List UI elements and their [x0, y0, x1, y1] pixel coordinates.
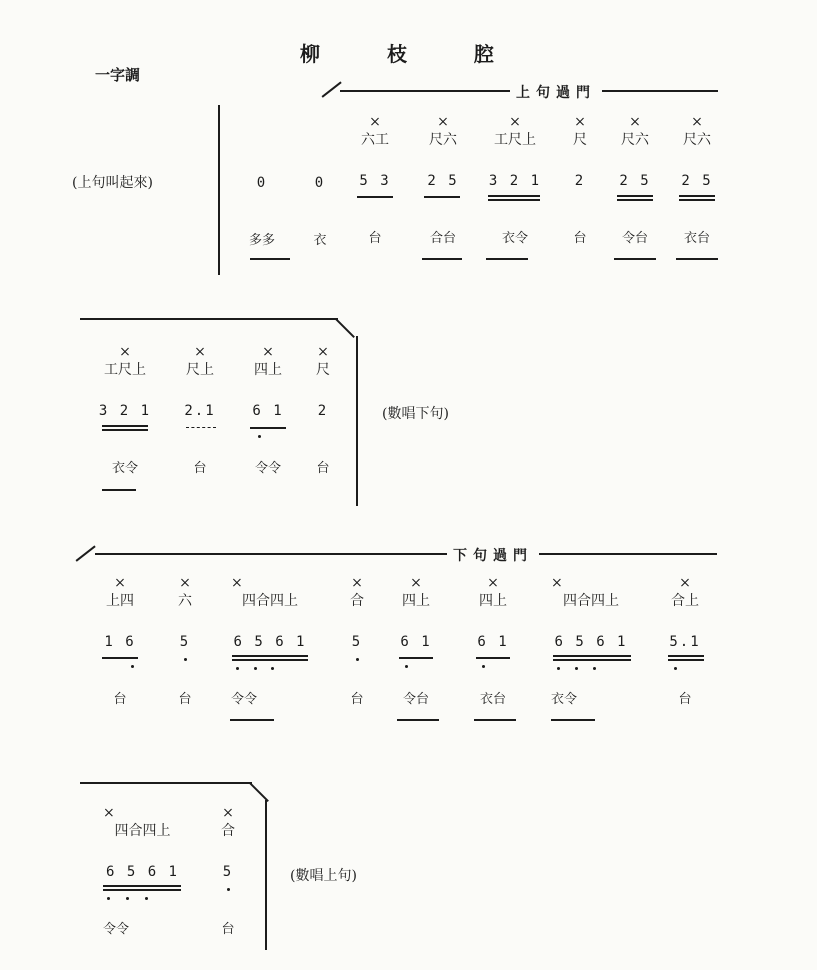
numeral: 2.1	[184, 403, 216, 419]
numeral: 6 5 6 1	[233, 634, 307, 650]
underline	[102, 489, 136, 491]
gongche-text: 四合四上	[242, 593, 298, 609]
percussion: 令台	[621, 231, 648, 246]
row2-corner	[335, 318, 354, 337]
numeral: 6 5 6 1	[554, 634, 628, 650]
cross-mark: ×	[114, 575, 126, 591]
cell-r1-0	[247, 115, 277, 248]
low-octave-dot	[557, 667, 560, 670]
low-octave-dot	[575, 667, 578, 670]
low-octave-dot	[184, 658, 187, 661]
numeral: 5.1	[669, 634, 701, 650]
low-octave-dot	[254, 667, 257, 670]
row2-barline	[356, 336, 358, 506]
underline	[186, 427, 216, 430]
underline	[102, 425, 148, 427]
cross-mark: ×	[119, 344, 131, 360]
percussion: 台	[221, 922, 235, 937]
gongche-text: 尺六	[621, 132, 649, 148]
low-octave-dot	[236, 667, 239, 670]
underline	[617, 199, 653, 201]
underline	[102, 657, 138, 659]
percussion: 衣	[313, 233, 327, 248]
percussion: 台	[368, 231, 382, 246]
lower-bracket-slash	[76, 545, 96, 561]
percussion: 衣令	[551, 692, 578, 707]
cell-r3-4	[393, 576, 439, 707]
numeral: 3 2 1	[98, 403, 152, 419]
row4-side-label: (數唱上句)	[290, 868, 357, 884]
cross-mark: ×	[410, 575, 422, 591]
percussion: 衣令	[501, 231, 528, 246]
low-octave-dot	[107, 897, 110, 900]
numeral: 5	[351, 634, 363, 650]
low-octave-dot	[271, 667, 274, 670]
percussion: 台	[178, 692, 192, 707]
low-octave-dot	[145, 897, 148, 900]
cross-mark: ×	[574, 114, 586, 130]
underline	[250, 258, 290, 260]
underline	[679, 199, 715, 201]
percussion: 多多	[248, 233, 275, 248]
cell-r2-3	[310, 345, 336, 476]
numeral: 0	[314, 175, 326, 191]
cross-mark: ×	[222, 805, 234, 821]
cell-r4-0	[95, 806, 190, 937]
cross-mark: ×	[629, 114, 641, 130]
underline	[488, 195, 540, 197]
cell-r2-2	[245, 345, 291, 476]
cross-mark: ×	[103, 805, 115, 821]
cell-r1-1	[305, 115, 335, 248]
percussion: 台	[113, 692, 127, 707]
numeral: 6 1	[477, 634, 509, 650]
percussion: 台	[678, 692, 692, 707]
underline	[399, 657, 433, 659]
percussion: 令令	[254, 461, 281, 476]
cell-r1-4	[480, 115, 550, 246]
low-octave-dot	[482, 665, 485, 668]
percussion: 令令	[103, 922, 130, 937]
percussion: 衣台	[683, 231, 710, 246]
underline	[553, 655, 631, 657]
cell-r1-2	[350, 115, 400, 246]
underline	[668, 659, 704, 661]
underline	[676, 258, 718, 260]
numeral: 2	[574, 173, 586, 189]
percussion: 令令	[231, 692, 258, 707]
gongche-text: 合上	[671, 593, 699, 609]
cross-mark: ×	[509, 114, 521, 130]
percussion: 衣令	[111, 461, 138, 476]
cell-r1-5	[565, 115, 595, 246]
numeral: 5	[222, 864, 234, 880]
lower-interlude-label: 下句過門	[447, 545, 539, 565]
upper-bracket-slash	[322, 81, 342, 97]
gongche-text: 六工	[361, 132, 389, 148]
underline	[614, 258, 656, 260]
underline	[551, 719, 595, 721]
cross-mark: ×	[351, 575, 363, 591]
underline	[668, 655, 704, 657]
numeral: 6 1	[400, 634, 432, 650]
underline	[250, 427, 286, 429]
underline	[230, 719, 274, 721]
underline	[553, 659, 631, 661]
cell-r3-5	[470, 576, 516, 707]
gongche-text: 四合四上	[114, 823, 171, 839]
percussion: 台	[316, 461, 330, 476]
gongche-text: 四上	[479, 593, 507, 609]
underline	[424, 196, 460, 198]
underline	[232, 655, 308, 657]
underline	[103, 889, 181, 891]
row4-top-line	[80, 782, 252, 784]
low-octave-dot	[258, 435, 261, 438]
low-octave-dot	[131, 665, 134, 668]
cross-mark: ×	[231, 575, 243, 591]
underline	[486, 258, 528, 260]
row1-barline	[218, 105, 220, 275]
gongche-text: 合	[221, 823, 235, 839]
cross-mark: ×	[437, 114, 449, 130]
cross-mark: ×	[317, 344, 329, 360]
percussion: 令台	[402, 692, 429, 707]
cross-mark: ×	[487, 575, 499, 591]
gongche-text: 四上	[254, 362, 282, 378]
percussion: 台	[573, 231, 587, 246]
underline	[422, 258, 462, 260]
numeral: 6 1	[252, 403, 284, 419]
cell-r3-7	[662, 576, 708, 707]
underline	[232, 659, 308, 661]
gongche-text: 合	[350, 593, 364, 609]
lower-bracket-line	[95, 553, 717, 555]
low-octave-dot	[356, 658, 359, 661]
upper-interlude-label: 上句過門	[510, 82, 602, 102]
page-title: 柳 枝 腔	[300, 42, 524, 66]
row4-corner	[249, 782, 268, 801]
underline	[397, 719, 439, 721]
gongche-text: 尺六	[683, 132, 711, 148]
underline	[103, 885, 181, 887]
numeral: 3 2 1	[488, 173, 542, 189]
percussion: 台	[193, 461, 207, 476]
cell-r1-3	[418, 115, 468, 246]
gongche-text: 四上	[402, 593, 430, 609]
row4-barline	[265, 800, 267, 950]
cell-r1-7	[672, 115, 722, 246]
numeral: 0	[256, 175, 268, 191]
gongche-text: 上四	[106, 593, 134, 609]
gongche-text: 四合四上	[563, 593, 619, 609]
low-octave-dot	[593, 667, 596, 670]
mode-label: 一字調	[95, 66, 141, 84]
numeral: 5 3	[359, 173, 391, 189]
cross-mark: ×	[262, 344, 274, 360]
low-octave-dot	[227, 888, 230, 891]
underline	[102, 429, 148, 431]
gongche-text: 工尺上	[104, 362, 146, 378]
low-octave-dot	[126, 897, 129, 900]
numeral: 2	[317, 403, 329, 419]
cell-r2-0	[95, 345, 155, 476]
cell-r3-1	[170, 576, 200, 707]
underline	[357, 196, 393, 198]
cell-r3-0	[95, 576, 145, 707]
cell-r4-1	[213, 806, 243, 937]
numeral: 5	[179, 634, 191, 650]
underline	[617, 195, 653, 197]
numeral: 1 6	[104, 634, 136, 650]
underline	[474, 719, 516, 721]
numeral: 2 5	[681, 173, 713, 189]
gongche-text: 尺六	[429, 132, 457, 148]
underline	[679, 195, 715, 197]
row1-side-label: (上句叫起來)	[72, 175, 153, 191]
cell-r1-6	[610, 115, 660, 246]
cell-r3-2	[225, 576, 315, 707]
cross-mark: ×	[691, 114, 703, 130]
cross-mark: ×	[679, 575, 691, 591]
low-octave-dot	[674, 667, 677, 670]
cell-r3-6	[545, 576, 637, 707]
low-octave-dot	[405, 665, 408, 668]
gongche-text: 六	[178, 593, 192, 609]
numeral: 2 5	[619, 173, 651, 189]
percussion: 衣台	[479, 692, 506, 707]
numeral: 2 5	[427, 173, 459, 189]
percussion: 台	[350, 692, 364, 707]
cross-mark: ×	[369, 114, 381, 130]
cross-mark: ×	[179, 575, 191, 591]
gongche-text: 尺	[573, 132, 587, 148]
cross-mark: ×	[551, 575, 563, 591]
row2-top-line	[80, 318, 338, 320]
row2-side-label: (數唱下句)	[382, 406, 449, 422]
underline	[488, 199, 540, 201]
gongche-text: 尺	[316, 362, 330, 378]
underline	[476, 657, 510, 659]
gongche-text: 尺上	[186, 362, 214, 378]
cell-r2-1	[180, 345, 220, 476]
cell-r3-3	[342, 576, 372, 707]
gongche-text: 工尺上	[494, 132, 536, 148]
numeral: 6 5 6 1	[105, 864, 179, 880]
percussion: 合台	[429, 231, 456, 246]
cross-mark: ×	[194, 344, 206, 360]
